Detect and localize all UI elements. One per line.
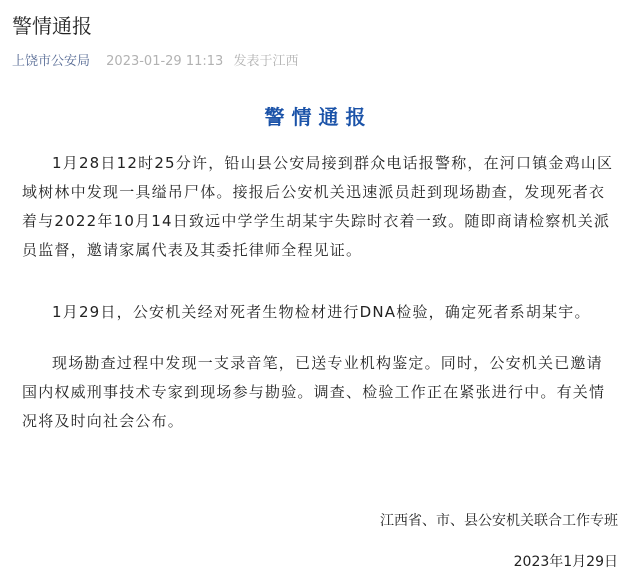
notice-date: 2023年1月29日 bbox=[513, 554, 618, 570]
article-meta bbox=[12, 53, 298, 71]
notice-paragraph-3: 现场勘查过程中发现一支录音笔，已送专业机构鉴定。同时，公安机关已邀请国内权威刑事技术专家到现场参与勘验。调查、检验工作正在紧张进行中。有关情况将及时向社会公布。 bbox=[22, 354, 606, 430]
article-title: 警情通报 bbox=[12, 14, 92, 38]
notice-heading: 警情通报 bbox=[264, 105, 373, 129]
publish-time: 2023-01-29 11:13 bbox=[106, 54, 224, 69]
notice-signature: 江西省、市、县公安机关联合工作专班 bbox=[380, 513, 618, 529]
notice-paragraph-2: 1月29日，公安机关经对死者生物检材进行DNA检验，确定死者系胡某宇。 bbox=[52, 303, 591, 321]
publish-location: 发表于江西 bbox=[233, 54, 299, 69]
author-link[interactable]: 上饶市公安局 bbox=[12, 54, 91, 69]
notice-paragraph-1: 1月28日12时25分许，铅山县公安局接到群众电话报警称，在河口镇金鸡山区域树林中发现一具缢吊尸体。接报后公安机关迅速派员赶到现场勘查，发现死者衣着与2022年10月14日致远中学学生胡某宇失踪时衣着一致。随即商请检察机关派员监督，邀请家属代表及其委托律师全程见证。 bbox=[22, 154, 614, 259]
